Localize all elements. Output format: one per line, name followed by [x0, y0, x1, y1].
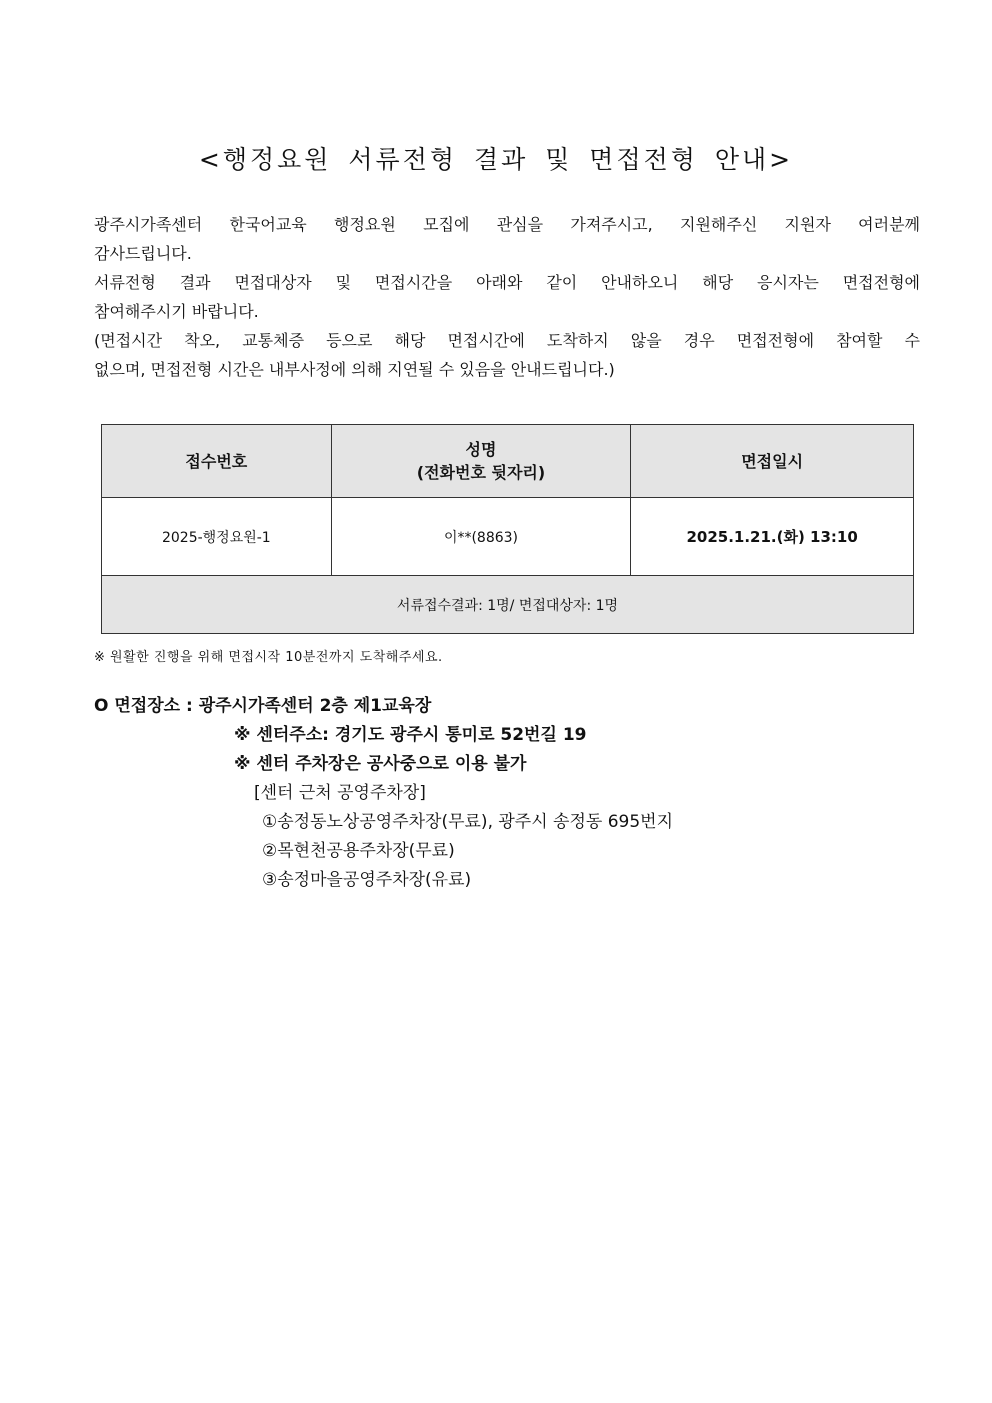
summary-cell: 서류접수결과: 1명/ 면접대상자: 1명: [102, 576, 914, 634]
table-row: [102, 498, 914, 576]
parking-item: ①송정동노상공영주차장(무료), 광주시 송정동 695번지: [262, 812, 674, 832]
venue-address: ※ 센터주소: 경기도 광주시 통미로 52번길 19: [234, 725, 587, 745]
venue-label: O 면접장소 : 광주시가족센터 2층 제1교육장: [94, 696, 432, 716]
header-name-line1: 성명: [465, 440, 497, 459]
cell-datetime: 2025.1.21.(화) 13:10: [631, 498, 914, 576]
page-title: <행정요원 서류전형 결과 및 면접전형 안내>: [198, 145, 794, 174]
parking-item: ②목현천공용주차장(무료): [262, 841, 455, 861]
intro-line: 감사드립니다.: [94, 244, 192, 263]
intro-line: 광주시가족센터 한국어교육 행정요원 모집에 관심을 가져주시고, 지원해주신 지원자 여러분께: [94, 215, 920, 234]
cell-receipt-no: 2025-행정요원-1: [102, 498, 332, 576]
intro-line: 참여해주시기 바랍니다.: [94, 302, 259, 321]
intro-text: [94, 210, 920, 384]
header-name: [331, 425, 631, 498]
cell-name: 이**(8863): [331, 498, 631, 576]
header-name-line2: (전화번호 뒷자리): [416, 463, 546, 482]
result-table: [101, 424, 914, 634]
intro-line: 서류전형 결과 면접대상자 및 면접시간을 아래와 같이 안내하오니 해당 응시자는 면접전형에: [94, 273, 920, 292]
parking-item: ③송정마을공영주차장(유료): [262, 870, 472, 890]
arrival-note: ※ 원활한 진행을 위해 면접시작 10분전까지 도착해주세요.: [94, 650, 443, 665]
venue-section: [94, 692, 673, 895]
table-summary-row: [102, 576, 914, 634]
header-datetime: 면접일시: [631, 425, 914, 498]
parking-notice: ※ 센터 주차장은 공사중으로 이용 불가: [234, 754, 527, 774]
table-header-row: [102, 425, 914, 498]
intro-line: 없으며, 면접전형 시간은 내부사정에 의해 지연될 수 있음을 안내드립니다.): [94, 360, 615, 379]
nearby-parking-title: [센터 근처 공영주차장]: [254, 783, 426, 803]
intro-line: (면접시간 착오, 교통체증 등으로 해당 면접시간에 도착하지 않을 경우 면접전형에 참여할 수: [94, 331, 920, 350]
header-receipt-no: 접수번호: [102, 425, 332, 498]
